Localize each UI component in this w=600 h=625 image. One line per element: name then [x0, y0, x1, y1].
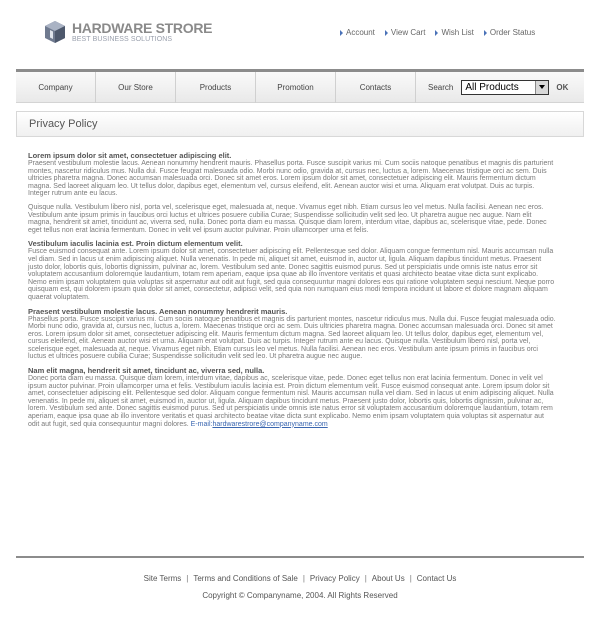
logo[interactable]: [44, 20, 212, 44]
footer-link-contact-us[interactable]: Contact Us: [416, 574, 457, 583]
email-label: E-mail:: [190, 420, 213, 428]
nav-item-products[interactable]: Products: [176, 72, 256, 103]
search-label: Search: [428, 82, 454, 92]
main-nav: [16, 69, 584, 103]
page-title: Privacy Policy: [16, 111, 584, 137]
section-heading: Praesent vestibulum molestie lacus. Aenean nonummy hendrerit mauris.: [28, 306, 288, 316]
footer-divider: [16, 556, 584, 558]
section-paragraph: Praesent vestibulum molestie lacus. Aenean nonummy hendrerit mauris. Phasellus porta. Fusce suscipit varius mi. Cum sociis natoque penatibus et magnis dis parturient montes, nascetur ridiculus mus. Nulla dui. Fusce feugiat malesuada odio. Morbi nunc odio, gravida at, cursus nec, luctus a, lorem. Maecenas tristique orci ac sem. Duis ultricies pharetra magna. Donec accumsan malesuada orci. Donec sit amet eros. Lorem ipsum dolor sit amet, consectetuer adipiscing elit. Mauris fermentum dictum magna. Sed laoreet aliquam leo. Ut tellus dolor, dapibus eget, elementum vel, cursus eleifend, elit. Aenean auctor wisi et urna. Aliquam erat volutpat. Duis ac turpis. Integer rutrum ante eu lacus.: [28, 160, 554, 198]
section-heading: Lorem ipsum dolor sit amet, consectetuer adipiscing elit.: [28, 151, 232, 160]
footer-link-site-terms[interactable]: Site Terms: [143, 574, 182, 583]
section-heading: Nam elit magna, hendrerit sit amet, tincidunt ac, viverra sed, nulla.: [28, 366, 265, 376]
search-category-select[interactable]: [461, 80, 549, 95]
footer-separator: |: [409, 574, 412, 583]
policy-section: [28, 367, 556, 428]
footer-link-terms-of-sale[interactable]: Terms and Conditions of Sale: [193, 574, 298, 583]
section-paragraph: Donec porta diam eu massa. Quisque diam lorem, interdum vitae, dapibus ac, scelerisque vitae, pede. Donec eget tellus non erat lacinia fermentum. Donec in velit vel ipsum auctor pulvinar. Proin ullamcorper urna et felis. Vestibulum iaculis lacinia est. Proin dictum elementum velit. Fusce euismod consequat ante. Lorem ipsum dolor sit amet, consectetuer adipiscing elit. Pellentesque sed dolor. Aliquam congue fermentum nisl. Mauris accumsan nulla vel diam. Sed in lacus ut enim adipiscing aliquet. Nulla venenatis. In pede mi, aliquet sit amet, euismod in, auctor ut, ligula. Aliquam dapibus tincidunt metus. Praesent justo dolor, lobortis quis, lobortis dignissim, pulvinar ac, lorem. Vestibulum sed ante. Donec sagittis euismod purus. Sed ut perspiciatis unde omnis iste natus error sit voluptatem accusantium doloremque laudantium, totam rem aperiam, eaque ipsa quae ab illo inventore veritatis et quasi architecto beatae vitae dicta sunt explicabo. Nemo enim ipsam voluptatem quia voluptas sit aspernatur aut odit aut fugit, sed quia consequuntur magni dolores. E-mail:hardwarestrore@companyname.com: [28, 375, 554, 428]
copyright: Copyright © Companyname, 2004. All Rights Reserved: [202, 591, 398, 600]
search-area: [416, 72, 584, 102]
footer-separator: |: [186, 574, 189, 583]
search-category-value: All Products: [465, 81, 519, 93]
arrow-right-icon: [385, 30, 388, 36]
brand-name: HARDWARE STRORE: [72, 19, 213, 36]
chevron-down-icon: [539, 85, 545, 89]
arrow-right-icon: [435, 30, 438, 36]
logo-cube-icon: [44, 20, 66, 44]
view-cart-link[interactable]: View Cart: [385, 28, 426, 37]
policy-section: [28, 240, 556, 301]
arrow-right-icon: [484, 30, 487, 36]
account-link[interactable]: Account: [340, 28, 375, 37]
search-ok-button[interactable]: OK: [556, 82, 569, 92]
policy-section: [28, 308, 556, 362]
brand-tagline: BEST BUSINESS SOLUTIONS: [72, 35, 173, 43]
top-links: [340, 28, 535, 37]
footer-link-about-us[interactable]: About Us: [371, 574, 405, 583]
nav-item-contacts[interactable]: Contacts: [336, 72, 416, 103]
nav-item-promotion[interactable]: Promotion: [256, 72, 336, 103]
wish-list-link[interactable]: Wish List: [435, 28, 473, 37]
section-paragraph: Quisque nulla. Vestibulum libero nisl, porta vel, scelerisque eget, malesuada at, neque. Vivamus eget nibh. Etiam cursus leo vel metus. Nulla facilisi. Aenean nec eros. Vestibulum ante ipsum primis in faucibus orci luctus et ultrices posuere cubilia Curae; Suspendisse sollicitudin velit sed leo. Ut pharetra augue nec augue. Nam elit magna, hendrerit sit amet, tincidunt ac, viverra sed, nulla. Donec porta diam eu massa. Quisque diam lorem, interdum vitae, dapibus ac, scelerisque vitae, pede. Donec eget tellus non erat lacinia fermentum. Donec in velit vel ipsum auctor pulvinar. Proin ullamcorper urna et felis.: [28, 203, 547, 234]
nav-item-company[interactable]: Company: [16, 72, 96, 103]
section-paragraph: Phasellus porta. Fusce suscipit varius mi. Cum sociis natoque penatibus et magnis dis parturient montes, nascetur ridiculus mus. Nulla dui. Fusce feugiat malesuada odio. Morbi nunc odio, gravida at, cursus nec, luctus a, lorem. Maecenas tristique orci ac sem. Duis ultricies pharetra magna. Donec accumsan malesuada orci. Donec sit amet eros. Lorem ipsum dolor sit amet, consectetuer adipiscing elit. Mauris fermentum dictum magna. Sed laoreet aliquam leo. Ut tellus dolor, dapibus eget, elementum vel, cursus eleifend, elit. Aenean auctor wisi et urna. Aliquam erat volutpat. Duis ac turpis. Integer rutrum ante eu lacus. Quisque nulla. Vestibulum libero nisl, porta vel, scelerisque eget, malesuada at, neque. Vivamus eget nibh. Etiam cursus leo vel metus. Nulla facilisi. Aenean nec eros. Vestibulum ante ipsum primis in faucibus orci luctus et ultrices posuere cubilia Curae; Suspendisse sollicitudin velit sed leo. Ut pharetra augue nec augue.: [28, 315, 556, 361]
nav-item-our-store[interactable]: Our Store: [96, 72, 176, 103]
section-heading: Vestibulum iaculis lacinia est. Proin dictum elementum velit.: [28, 239, 243, 249]
footer-separator: |: [364, 574, 367, 583]
policy-section: [28, 152, 556, 234]
header: [0, 0, 600, 68]
footer-separator: |: [302, 574, 305, 583]
email-link[interactable]: hardwarestrore@companyname.com: [212, 420, 328, 428]
order-status-link[interactable]: Order Status: [484, 28, 535, 37]
footer-links: [0, 574, 600, 583]
dropdown-button[interactable]: [535, 81, 548, 94]
arrow-right-icon: [340, 30, 343, 36]
policy-content: [28, 152, 556, 434]
section-paragraph: Fusce euismod consequat ante. Lorem ipsum dolor sit amet, consectetuer adipiscing elit. Pellentesque sed dolor. Aliquam congue fermentum nisl. Mauris accumsan nulla vel diam. Sed in lacus ut enim adipiscing aliquet. Nulla venenatis. In pede mi, aliquet sit amet, euismod in, auctor ut, ligula. Aliquam dapibus tincidunt metus. Praesent justo dolor, lobortis quis, lobortis dignissim, pulvinar ac, lorem. Vestibulum sed ante. Donec sagittis euismod purus. Sed ut perspiciatis unde omnis iste natus error sit voluptatem accusantium doloremque laudantium, totam rem aperiam, eaque ipsa quae ab illo inventore veritatis et quasi architecto beatae vitae dicta sunt explicabo. Nemo enim ipsam voluptatem quia voluptas sit aspernatur aut odit aut fugit, sed quia consequuntur magni dolores eos qui ratione voluptatem sequi nesciunt. Neque porro quisquam est, qui dolorem ipsum quia dolor sit amet, consectetur, adipisci velit, sed quia non numquam eius modi tempora incidunt ut labore et dolore magnam aliquam quaerat voluptatem.: [28, 248, 555, 301]
footer-link-privacy-policy[interactable]: Privacy Policy: [309, 574, 360, 583]
